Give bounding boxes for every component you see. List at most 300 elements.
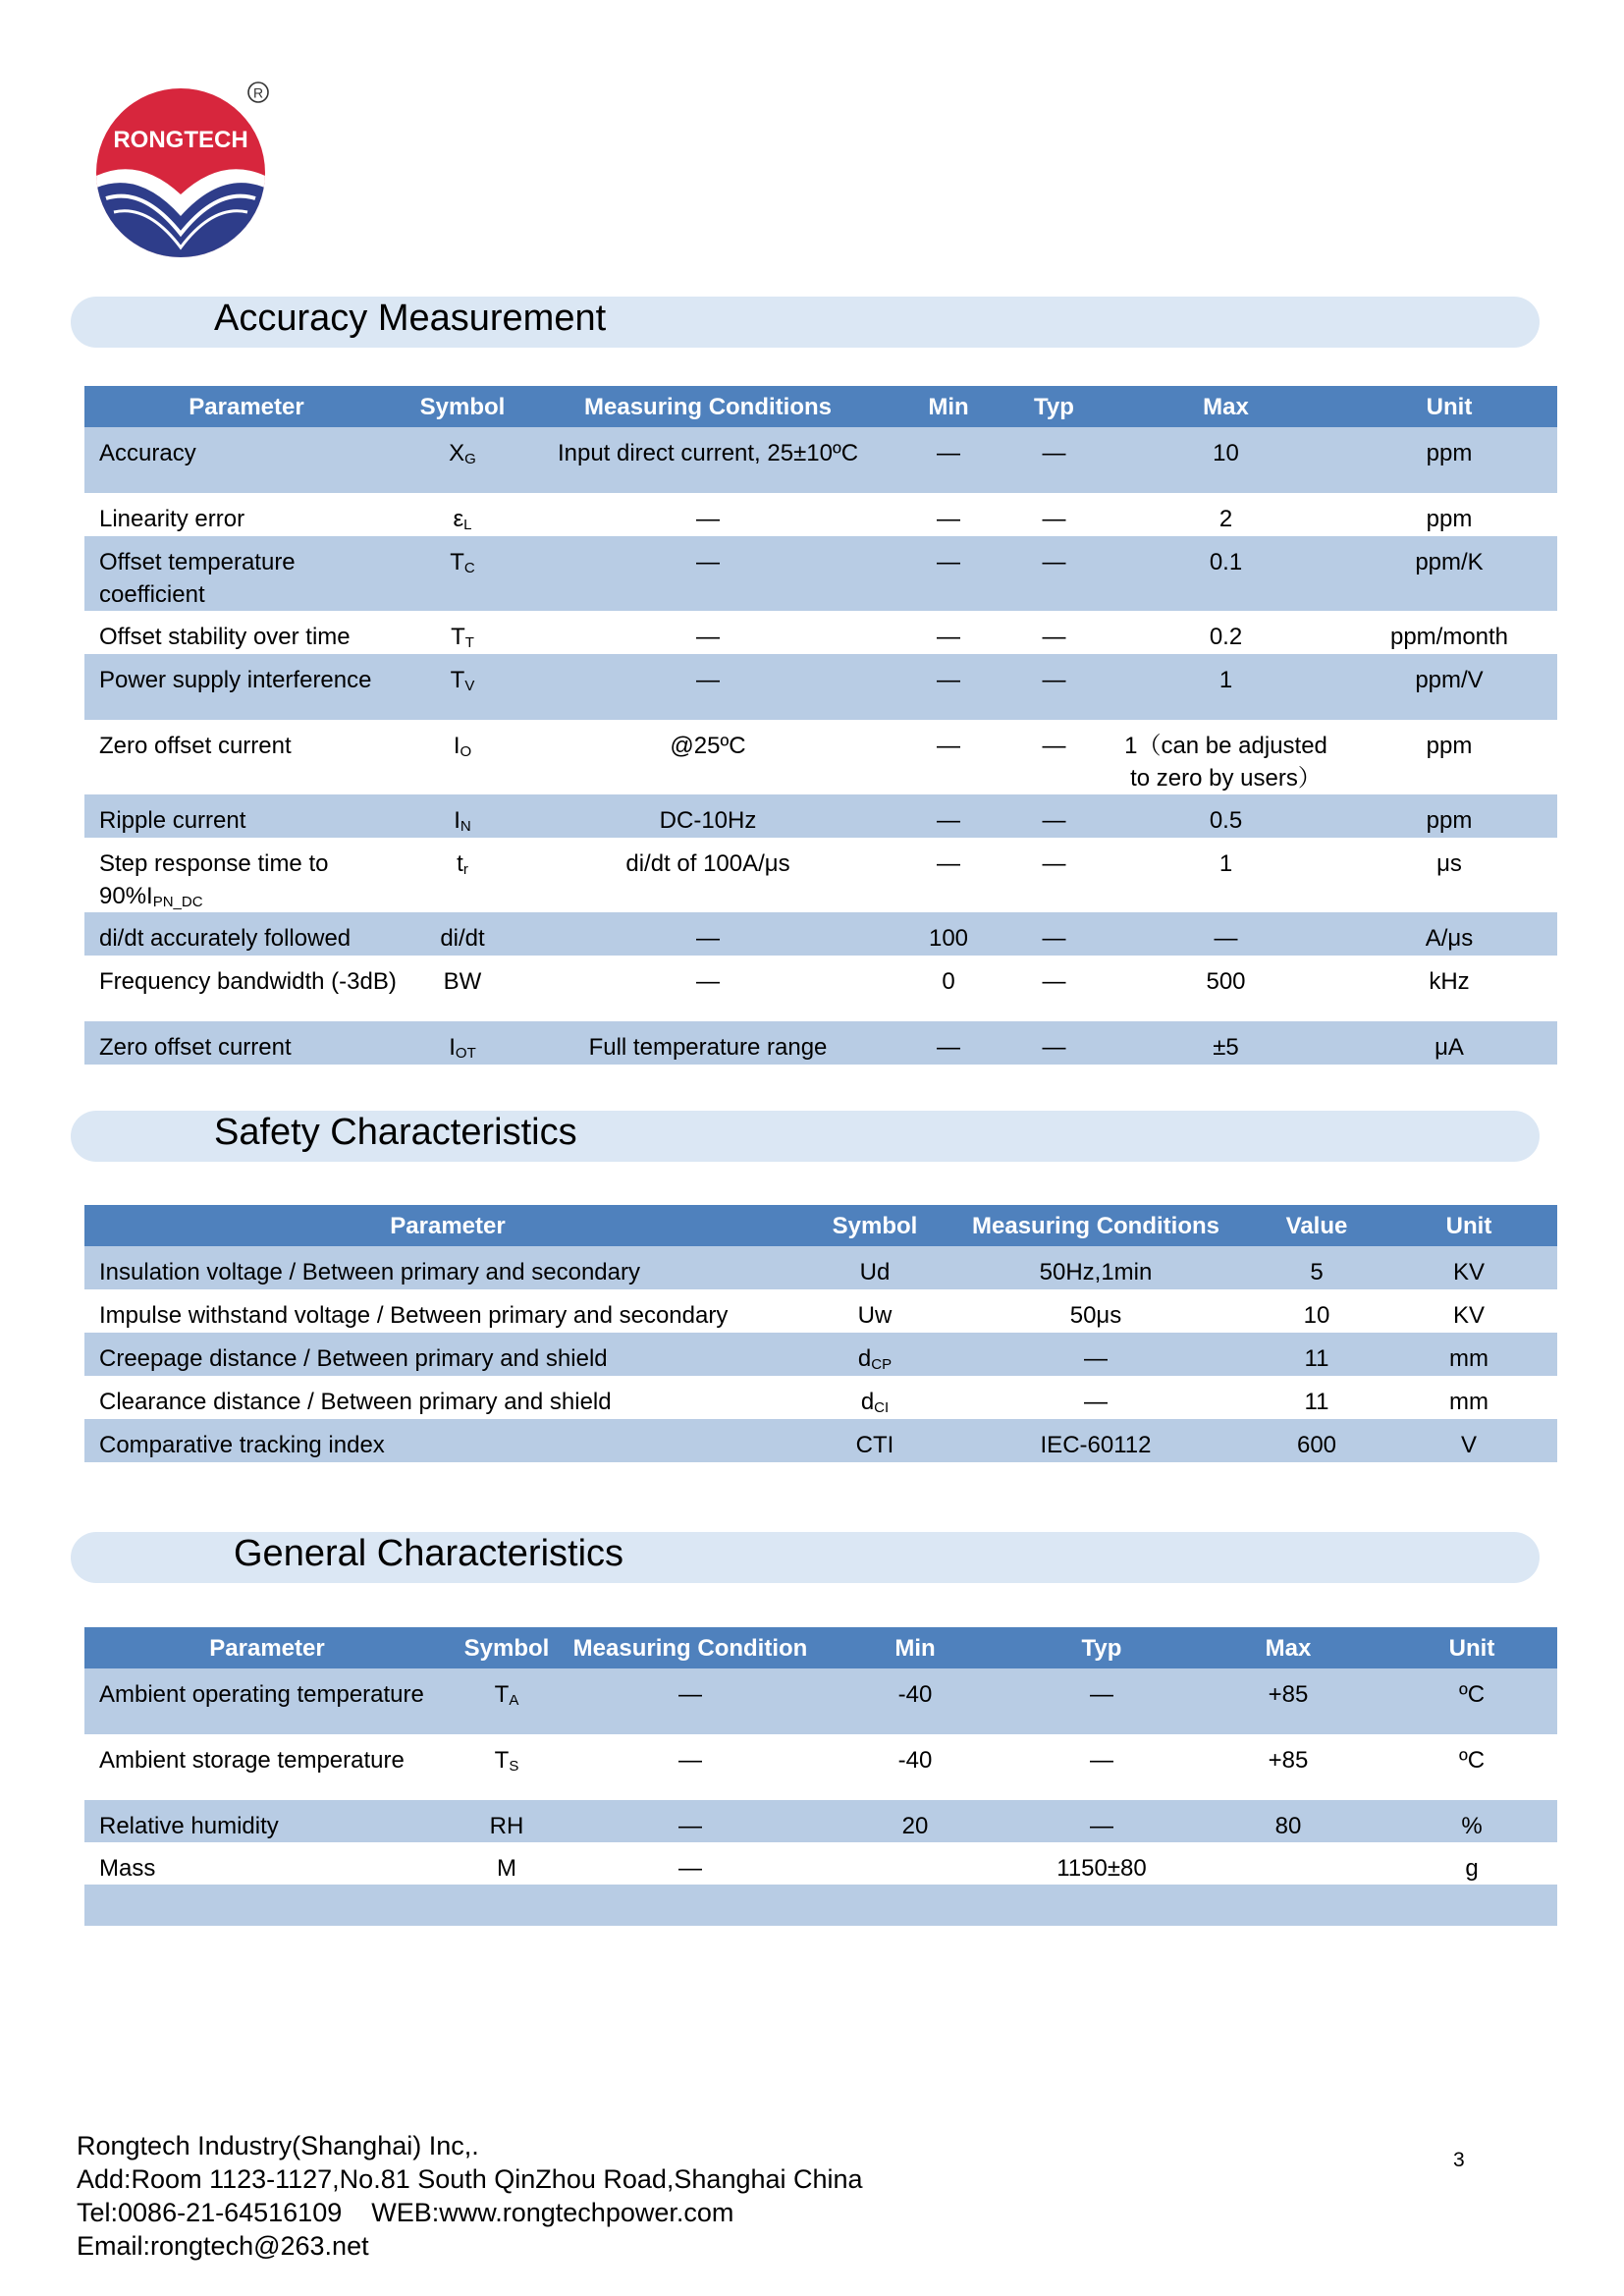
condition-cell-text: DC-10Hz: [659, 807, 757, 834]
condition-cell-text: —: [678, 1747, 702, 1774]
typ-cell-text: —: [1042, 624, 1066, 650]
col-header: Unit: [1386, 1627, 1557, 1668]
col-header: Measuring Conditions: [516, 386, 899, 427]
condition-cell-text: 50μs: [1069, 1302, 1122, 1329]
unit-cell-text: A/μs: [1425, 925, 1474, 952]
condition-cell-text: —: [678, 1855, 702, 1882]
symbol-cell-text: I: [449, 1034, 456, 1061]
typ-cell: [998, 1021, 1110, 1065]
condition-cell: [564, 1800, 817, 1842]
parameter-cell: [84, 1021, 408, 1065]
condition-cell-text: —: [696, 968, 720, 995]
table-row: [84, 493, 1557, 536]
symbol-cell: [408, 956, 516, 1021]
symbol-cell-subscript: OT: [455, 1045, 476, 1062]
col-header: Typ: [1013, 1627, 1190, 1668]
min-cell: [899, 956, 998, 1021]
condition-cell: [939, 1419, 1253, 1462]
min-cell-text: —: [937, 733, 960, 759]
symbol-cell-text: di/dt: [440, 925, 485, 952]
symbol-cell-text: RH: [489, 1813, 524, 1839]
value-cell: [1253, 1289, 1380, 1333]
unit-cell: [1386, 1800, 1557, 1842]
col-header: Unit: [1341, 386, 1557, 427]
symbol-cell: [811, 1289, 939, 1333]
symbol-cell: [811, 1376, 939, 1419]
typ-cell: [1013, 1842, 1190, 1885]
typ-cell: [998, 794, 1110, 838]
parameter-cell-text: Accuracy: [99, 440, 196, 466]
min-cell-text: —: [937, 549, 960, 575]
symbol-cell-text: I: [454, 807, 460, 834]
table-row: [84, 1289, 1557, 1333]
condition-cell-text: Full temperature range: [588, 1034, 828, 1061]
min-cell: [817, 1800, 1013, 1842]
parameter-cell: [84, 1376, 811, 1419]
unit-cell: [1380, 1419, 1557, 1462]
unit-cell: [1386, 1842, 1557, 1885]
min-cell-text: —: [937, 1034, 960, 1061]
table-row: [84, 654, 1557, 720]
general-header-row: [84, 1627, 1557, 1668]
min-cell-text: 0: [942, 968, 955, 995]
min-cell: [817, 1668, 1013, 1734]
value-cell-text: 11: [1304, 1389, 1329, 1415]
typ-cell: [998, 427, 1110, 493]
footer-address: Add:Room 1123-1127,No.81 South QinZhou Road,Shanghai China: [77, 2164, 863, 2194]
symbol-cell: [408, 493, 516, 536]
typ-cell: [998, 838, 1110, 912]
col-header: Min: [817, 1627, 1013, 1668]
symbol-cell: [408, 1021, 516, 1065]
typ-cell-text: —: [1042, 549, 1066, 575]
condition-cell: [564, 1842, 817, 1885]
table-row: [84, 1668, 1557, 1734]
min-cell: [899, 838, 998, 912]
safety-table: [84, 1205, 1557, 1462]
symbol-cell-subscript: O: [460, 743, 472, 760]
min-cell-text: —: [937, 506, 960, 532]
unit-cell-text: ppm: [1426, 733, 1473, 759]
min-cell-text: —: [937, 807, 960, 834]
condition-cell: [516, 1021, 899, 1065]
condition-cell: [516, 912, 899, 956]
condition-cell-text: —: [678, 1813, 702, 1839]
unit-cell: [1341, 956, 1557, 1021]
min-cell-text: 100: [928, 925, 969, 952]
symbol-cell-subscript: C: [463, 560, 475, 576]
footer-email: Email:rongtech@263.net: [77, 2231, 369, 2261]
col-header: Max: [1190, 1627, 1386, 1668]
parameter-cell: [84, 1668, 450, 1734]
parameter-cell: [84, 838, 408, 912]
typ-cell-text: —: [1042, 850, 1066, 877]
max-cell-text: 10: [1213, 440, 1239, 466]
unit-cell-text: ppm: [1426, 506, 1473, 532]
min-cell: [899, 654, 998, 720]
symbol-cell-text: Ud: [859, 1259, 891, 1285]
value-cell-text: 5: [1310, 1259, 1324, 1285]
condition-cell: [939, 1333, 1253, 1376]
unit-cell: [1386, 1668, 1557, 1734]
unit-cell: [1380, 1376, 1557, 1419]
table-row: [84, 1800, 1557, 1842]
table-row: [84, 427, 1557, 493]
unit-cell: [1380, 1333, 1557, 1376]
typ-cell: [998, 536, 1110, 611]
condition-cell: [516, 838, 899, 912]
symbol-cell-subscript: T: [464, 634, 474, 651]
min-cell: [899, 493, 998, 536]
col-header: Unit: [1380, 1205, 1557, 1246]
unit-cell: [1341, 912, 1557, 956]
parameter-cell-text: Power supply interference: [99, 667, 372, 693]
min-cell-text: —: [937, 440, 960, 466]
symbol-cell-text: T: [451, 624, 465, 650]
parameter-cell: [84, 912, 408, 956]
symbol-cell: [408, 654, 516, 720]
typ-cell: [1013, 1734, 1190, 1800]
parameter-cell: [84, 1800, 450, 1842]
max-cell: [1110, 493, 1341, 536]
max-cell: [1110, 611, 1341, 654]
accuracy-header-row: [84, 386, 1557, 427]
typ-cell-text: —: [1042, 667, 1066, 693]
max-cell-text: 500: [1206, 968, 1246, 995]
condition-cell: [516, 794, 899, 838]
svg-text:R: R: [252, 84, 264, 101]
parameter-cell-text: Mass: [99, 1855, 156, 1882]
min-cell-text: -40: [897, 1681, 933, 1708]
rongtech-logo: [94, 79, 281, 265]
typ-cell-text: —: [1042, 440, 1066, 466]
symbol-cell-text: I: [453, 733, 460, 759]
table-row: [84, 720, 1557, 794]
min-cell: [817, 1842, 1013, 1885]
condition-cell-text: —: [1084, 1345, 1108, 1372]
value-cell: [1253, 1419, 1380, 1462]
condition-cell: [564, 1734, 817, 1800]
footer-company: Rongtech Industry(Shanghai) Inc,.: [77, 2131, 479, 2160]
symbol-cell: [408, 536, 516, 611]
col-header: Value: [1253, 1205, 1380, 1246]
footer: [77, 2129, 863, 2263]
parameter-cell-text: Comparative tracking index: [99, 1432, 385, 1458]
value-cell: [1253, 1333, 1380, 1376]
parameter-cell: [84, 654, 408, 720]
symbol-cell-text: T: [494, 1681, 510, 1708]
unit-cell: [1386, 1734, 1557, 1800]
condition-cell-text: —: [696, 549, 720, 575]
typ-cell-text: —: [1042, 925, 1066, 952]
table-row: [84, 912, 1557, 956]
symbol-cell: [811, 1419, 939, 1462]
col-header: Parameter: [84, 1205, 811, 1246]
condition-cell: [516, 956, 899, 1021]
condition-cell: [564, 1668, 817, 1734]
parameter-cell-text: Relative humidity: [99, 1813, 279, 1839]
unit-cell-text: ppm: [1426, 807, 1473, 834]
parameter-cell-text: di/dt accurately followed: [99, 925, 352, 952]
col-header: Measuring Condition: [564, 1627, 817, 1668]
symbol-cell-text: ε: [453, 506, 464, 532]
symbol-cell-text: T: [494, 1747, 510, 1774]
unit-cell-text: ppm/month: [1389, 624, 1509, 650]
unit-cell: [1380, 1246, 1557, 1289]
max-cell: [1110, 427, 1341, 493]
max-cell-text: 1: [1218, 850, 1233, 877]
condition-cell-text: —: [696, 506, 720, 532]
max-cell: [1110, 794, 1341, 838]
symbol-cell: [408, 611, 516, 654]
typ-cell-text: —: [1042, 1034, 1066, 1061]
value-cell: [1253, 1376, 1380, 1419]
max-cell: [1190, 1668, 1386, 1734]
col-header: Typ: [998, 386, 1110, 427]
typ-cell: [1013, 1668, 1190, 1734]
symbol-cell-text: d: [860, 1389, 875, 1415]
unit-cell: [1341, 611, 1557, 654]
max-cell-text: 1: [1218, 667, 1233, 693]
table-row: [84, 1021, 1557, 1065]
condition-cell: [516, 654, 899, 720]
parameter-cell: [84, 1419, 811, 1462]
symbol-cell-subscript: CP: [871, 1356, 893, 1373]
parameter-cell-text: Impulse withstand voltage / Between primary and secondary: [99, 1302, 729, 1329]
parameter-cell: [84, 1246, 811, 1289]
symbol-cell-subscript: A: [509, 1692, 519, 1709]
max-cell: [1110, 1021, 1341, 1065]
unit-cell-text: ºC: [1458, 1747, 1486, 1774]
unit-cell-text: ºC: [1458, 1681, 1486, 1708]
parameter-cell-text: Zero offset current: [99, 1034, 292, 1061]
min-cell-text: —: [937, 667, 960, 693]
parameter-cell-text: Insulation voltage / Between primary and secondary: [99, 1259, 640, 1285]
unit-cell-text: KV: [1452, 1302, 1485, 1329]
table-row: [84, 956, 1557, 1021]
typ-cell-text: —: [1042, 807, 1066, 834]
table-row: [84, 1246, 1557, 1289]
page-number: 3: [1453, 2149, 1465, 2171]
condition-cell-text: @25ºC: [670, 733, 746, 759]
max-cell: [1190, 1842, 1386, 1885]
max-cell: [1110, 912, 1341, 956]
col-header: Symbol: [408, 386, 516, 427]
table-row: [84, 1419, 1557, 1462]
condition-cell: [939, 1246, 1253, 1289]
typ-cell-text: —: [1042, 506, 1066, 532]
safety-table-body: [84, 1246, 1557, 1462]
table-row: [84, 1333, 1557, 1376]
parameter-cell: [84, 1333, 811, 1376]
col-header: Symbol: [811, 1205, 939, 1246]
unit-cell-text: g: [1465, 1855, 1479, 1882]
condition-cell-text: IEC-60112: [1040, 1432, 1152, 1458]
min-cell: [899, 611, 998, 654]
max-cell: [1190, 1800, 1386, 1842]
parameter-cell-text: Linearity error: [99, 506, 245, 532]
max-cell-text: +85: [1268, 1681, 1309, 1708]
unit-cell-text: mm: [1449, 1389, 1489, 1415]
typ-cell-text: —: [1042, 733, 1066, 759]
col-header: Max: [1110, 386, 1341, 427]
typ-cell: [998, 611, 1110, 654]
condition-cell-text: 50Hz,1min: [1039, 1259, 1153, 1285]
condition-cell-text: Input direct current, 25±10ºC: [557, 440, 859, 466]
symbol-cell: [811, 1333, 939, 1376]
empty-row: [84, 1885, 1557, 1926]
symbol-cell-subscript: S: [509, 1758, 519, 1775]
parameter-cell-text: Step response time to 90%I: [99, 850, 329, 909]
min-cell-text: —: [937, 850, 960, 877]
max-cell-text: 80: [1274, 1813, 1302, 1839]
condition-cell: [516, 493, 899, 536]
symbol-cell-text: Uw: [857, 1302, 893, 1329]
symbol-cell-text: T: [450, 549, 464, 575]
table-row: [84, 1842, 1557, 1885]
typ-cell-text: —: [1090, 1681, 1113, 1708]
parameter-cell: [84, 794, 408, 838]
logo-text: RONGTECH: [113, 127, 248, 153]
symbol-cell-subscript: CI: [874, 1399, 890, 1416]
symbol-cell-text: X: [449, 440, 465, 466]
parameter-cell: [84, 427, 408, 493]
value-cell-text: 600: [1296, 1432, 1337, 1458]
safety-header-row: [84, 1205, 1557, 1246]
max-cell-text: 1（can be adjusted to zero by users）: [1124, 733, 1327, 792]
typ-cell-text: 1150±80: [1056, 1855, 1147, 1882]
typ-cell: [998, 956, 1110, 1021]
min-cell-text: —: [937, 624, 960, 650]
typ-cell: [998, 493, 1110, 536]
footer-contact: Tel:0086-21-64516109 WEB:www.rongtechpower.com: [77, 2198, 734, 2227]
symbol-cell-text: M: [497, 1855, 516, 1882]
symbol-cell-text: T: [450, 667, 465, 693]
parameter-cell: [84, 1734, 450, 1800]
max-cell-text: +85: [1268, 1747, 1309, 1774]
condition-cell: [939, 1376, 1253, 1419]
symbol-cell: [811, 1246, 939, 1289]
max-cell: [1110, 536, 1341, 611]
typ-cell-text: —: [1042, 968, 1066, 995]
unit-cell: [1341, 654, 1557, 720]
min-cell: [899, 720, 998, 794]
unit-cell-text: ppm: [1426, 440, 1473, 466]
typ-cell-text: —: [1090, 1813, 1113, 1839]
symbol-cell-subscript: V: [464, 678, 475, 694]
min-cell: [899, 427, 998, 493]
condition-cell-text: —: [696, 925, 720, 952]
symbol-cell: [408, 912, 516, 956]
logo-emblem-icon: [94, 79, 281, 265]
parameter-cell-text: Creepage distance / Between primary and shield: [99, 1345, 608, 1372]
unit-cell-text: %: [1461, 1813, 1483, 1839]
max-cell-text: 0.5: [1209, 807, 1243, 834]
min-cell: [899, 536, 998, 611]
symbol-cell: [408, 427, 516, 493]
parameter-cell: [84, 493, 408, 536]
unit-cell-text: mm: [1449, 1345, 1489, 1372]
table-row: [84, 794, 1557, 838]
accuracy-table-body: [84, 427, 1557, 1065]
parameter-cell-text: Frequency bandwidth (-3dB): [99, 968, 397, 995]
col-header: Symbol: [450, 1627, 564, 1668]
parameter-cell: [84, 956, 408, 1021]
table-row: [84, 838, 1557, 912]
typ-cell: [998, 720, 1110, 794]
symbol-cell: [450, 1800, 564, 1842]
symbol-cell: [408, 794, 516, 838]
symbol-cell-text: t: [457, 850, 463, 877]
unit-cell-text: KV: [1452, 1259, 1485, 1285]
max-cell-text: 2: [1218, 506, 1233, 532]
symbol-cell-subscript: G: [464, 451, 476, 467]
max-cell: [1110, 720, 1341, 794]
general-table: [84, 1627, 1557, 1926]
symbol-cell: [450, 1734, 564, 1800]
unit-cell: [1341, 536, 1557, 611]
min-cell: [899, 794, 998, 838]
symbol-cell: [408, 720, 516, 794]
symbol-cell: [408, 838, 516, 912]
condition-cell: [516, 720, 899, 794]
general-title: General Characteristics: [234, 1533, 624, 1574]
min-cell: [817, 1734, 1013, 1800]
parameter-cell-text: Offset temperature coefficient: [99, 549, 296, 608]
safety-title: Safety Characteristics: [214, 1112, 577, 1153]
condition-cell: [516, 536, 899, 611]
max-cell: [1190, 1734, 1386, 1800]
parameter-cell: [84, 611, 408, 654]
unit-cell: [1341, 720, 1557, 794]
symbol-cell-subscript: N: [460, 818, 471, 835]
value-cell-text: 11: [1304, 1345, 1329, 1372]
max-cell: [1110, 654, 1341, 720]
condition-cell-text: —: [696, 667, 720, 693]
table-row: [84, 536, 1557, 611]
typ-cell-text: —: [1090, 1747, 1113, 1774]
max-cell-text: 0.2: [1209, 624, 1243, 650]
accuracy-title: Accuracy Measurement: [214, 298, 607, 339]
symbol-cell-subscript: r: [462, 861, 468, 878]
unit-cell-text: ppm/V: [1415, 667, 1484, 693]
max-cell-text: —: [1214, 925, 1238, 952]
condition-cell: [516, 611, 899, 654]
unit-cell: [1380, 1289, 1557, 1333]
parameter-cell-text: Ripple current: [99, 807, 246, 834]
table-row: [84, 1734, 1557, 1800]
unit-cell-text: kHz: [1429, 968, 1470, 995]
unit-cell: [1341, 838, 1557, 912]
table-row: [84, 1376, 1557, 1419]
condition-cell-text: di/dt of 100A/μs: [625, 850, 790, 877]
parameter-cell: [84, 720, 408, 794]
parameter-cell: [84, 1289, 811, 1333]
col-header: Measuring Conditions: [939, 1205, 1253, 1246]
typ-cell: [998, 654, 1110, 720]
max-cell-text: ±5: [1213, 1034, 1239, 1061]
table-row: [84, 611, 1557, 654]
typ-cell: [1013, 1800, 1190, 1842]
col-header: Parameter: [84, 1627, 450, 1668]
symbol-cell-subscript: L: [463, 517, 472, 533]
min-cell: [899, 1021, 998, 1065]
condition-cell-text: —: [1084, 1389, 1108, 1415]
condition-cell: [516, 427, 899, 493]
parameter-cell-text: Clearance distance / Between primary and shield: [99, 1389, 612, 1415]
parameter-cell-text: Ambient storage temperature: [99, 1747, 405, 1774]
value-cell: [1253, 1246, 1380, 1289]
